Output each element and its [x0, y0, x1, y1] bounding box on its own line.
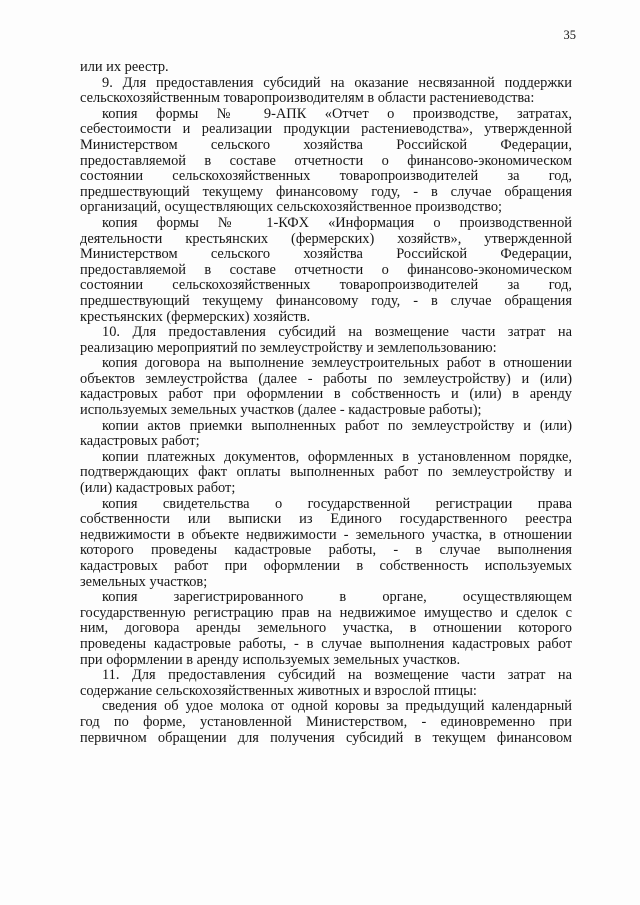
text-line: копия формы № 9-АПК «Отчет о производстве, затратах,	[102, 105, 572, 122]
text-line: предшествующий текущему финансовому году, - в случае обращения	[80, 292, 572, 309]
text-line: 10. Для предоставления субсидий на возмещение части затрат на	[102, 324, 572, 341]
text-line: копии платежных документов, оформленных в установленном порядке,	[102, 448, 572, 465]
text-line: (или) кадастровых работ;	[80, 480, 236, 497]
text-line: предшествующий текущему финансовому году, - в случае обращения	[80, 183, 572, 200]
text-line: содержание сельскохозяйственных животных и взрослой птицы:	[80, 682, 477, 699]
text-line: копия свидетельства о государственной регистрации права	[102, 495, 572, 512]
text-line: земельных участков;	[80, 573, 208, 590]
text-line: год по форме, установленной Министерством, - единовременно при	[80, 713, 572, 730]
text-line: состоянии сельскохозяйственных товаропроизводителей за год,	[80, 168, 572, 185]
text-line: которого проведены кадастровые работы, - в случае выполнения	[80, 542, 572, 559]
text-line: кадастровых работ при оформлении в собственность используемых	[80, 558, 572, 574]
text-line: Министерством сельского хозяйства Российской Федерации,	[80, 136, 572, 153]
text-line: сельскохозяйственным товаропроизводителям в области растениеводства:	[80, 90, 535, 107]
text-line: 11. Для предоставления субсидий на возмещение части затрат на	[102, 667, 572, 684]
text-line: состоянии сельскохозяйственных товаропроизводителей за год,	[80, 277, 572, 294]
text-line: предоставляемой в составе отчетности о финансово-экономическом	[80, 152, 572, 169]
text-line: или их реестр.	[80, 59, 169, 75]
text-line: копии актов приемки выполненных работ по землеустройству и (или)	[102, 417, 572, 434]
text-line: крестьянских (фермерских) хозяйств.	[80, 308, 311, 325]
text-line: копия договора на выполнение землеустроительных работ в отношении	[102, 355, 572, 372]
text-line: деятельности крестьянских (фермерских) хозяйств», утвержденной	[80, 230, 572, 247]
text-line: кадастровых работ при оформлении в собственность и (или) в аренду	[80, 386, 572, 403]
text-line: предоставляемой в составе отчетности о финансово-экономическом	[80, 261, 572, 278]
text-line: собственности или выписки из Единого государственного реестра	[80, 511, 572, 528]
text-line: 9. Для предоставления субсидий на оказание несвязанной поддержки	[102, 74, 572, 91]
text-line: копия зарегистрированного в органе, осуществляющем	[102, 589, 572, 606]
text-line: Министерством сельского хозяйства Российской Федерации,	[80, 246, 572, 263]
text-line: реализацию мероприятий по землеустройству и землепользованию:	[80, 339, 497, 356]
text-line: объектов землеустройства (далее - работы по землеустройству) и (или)	[80, 370, 572, 387]
text-line: проведены кадастровые работы, - в случае выполнения кадастровых работ	[80, 635, 572, 652]
text-line: организаций, осуществляющих сельскохозяйственное производство;	[80, 199, 503, 216]
text-line: при оформлении в аренду используемых земельных участков.	[80, 651, 461, 668]
text-line: кадастровых работ;	[80, 433, 200, 450]
text-line: себестоимости и реализации продукции растениеводства», утвержденной	[80, 121, 572, 138]
text-line: недвижимости в объекте недвижимости - земельного участка, в отношении	[80, 526, 572, 543]
document-body	[80, 60, 572, 746]
text-line: копия формы № 1-КФХ «Информация о производственной	[102, 214, 572, 231]
text-line: используемых земельных участков (далее - кадастровые работы);	[80, 402, 482, 419]
page-number: 35	[563, 28, 576, 42]
text-line: ним, договора аренды земельного участка, в отношении которого	[80, 620, 572, 637]
text-line: сведения об удое молока от одной коровы за предыдущий календарный	[102, 698, 572, 715]
text-line: подтверждающих факт оплаты выполненных работ по землеустройству и	[80, 464, 572, 481]
text-line: первичном обращении для получения субсидий в текущем финансовом	[80, 729, 572, 746]
text-line: государственную регистрацию прав на недвижимое имущество и сделок с	[80, 604, 572, 621]
